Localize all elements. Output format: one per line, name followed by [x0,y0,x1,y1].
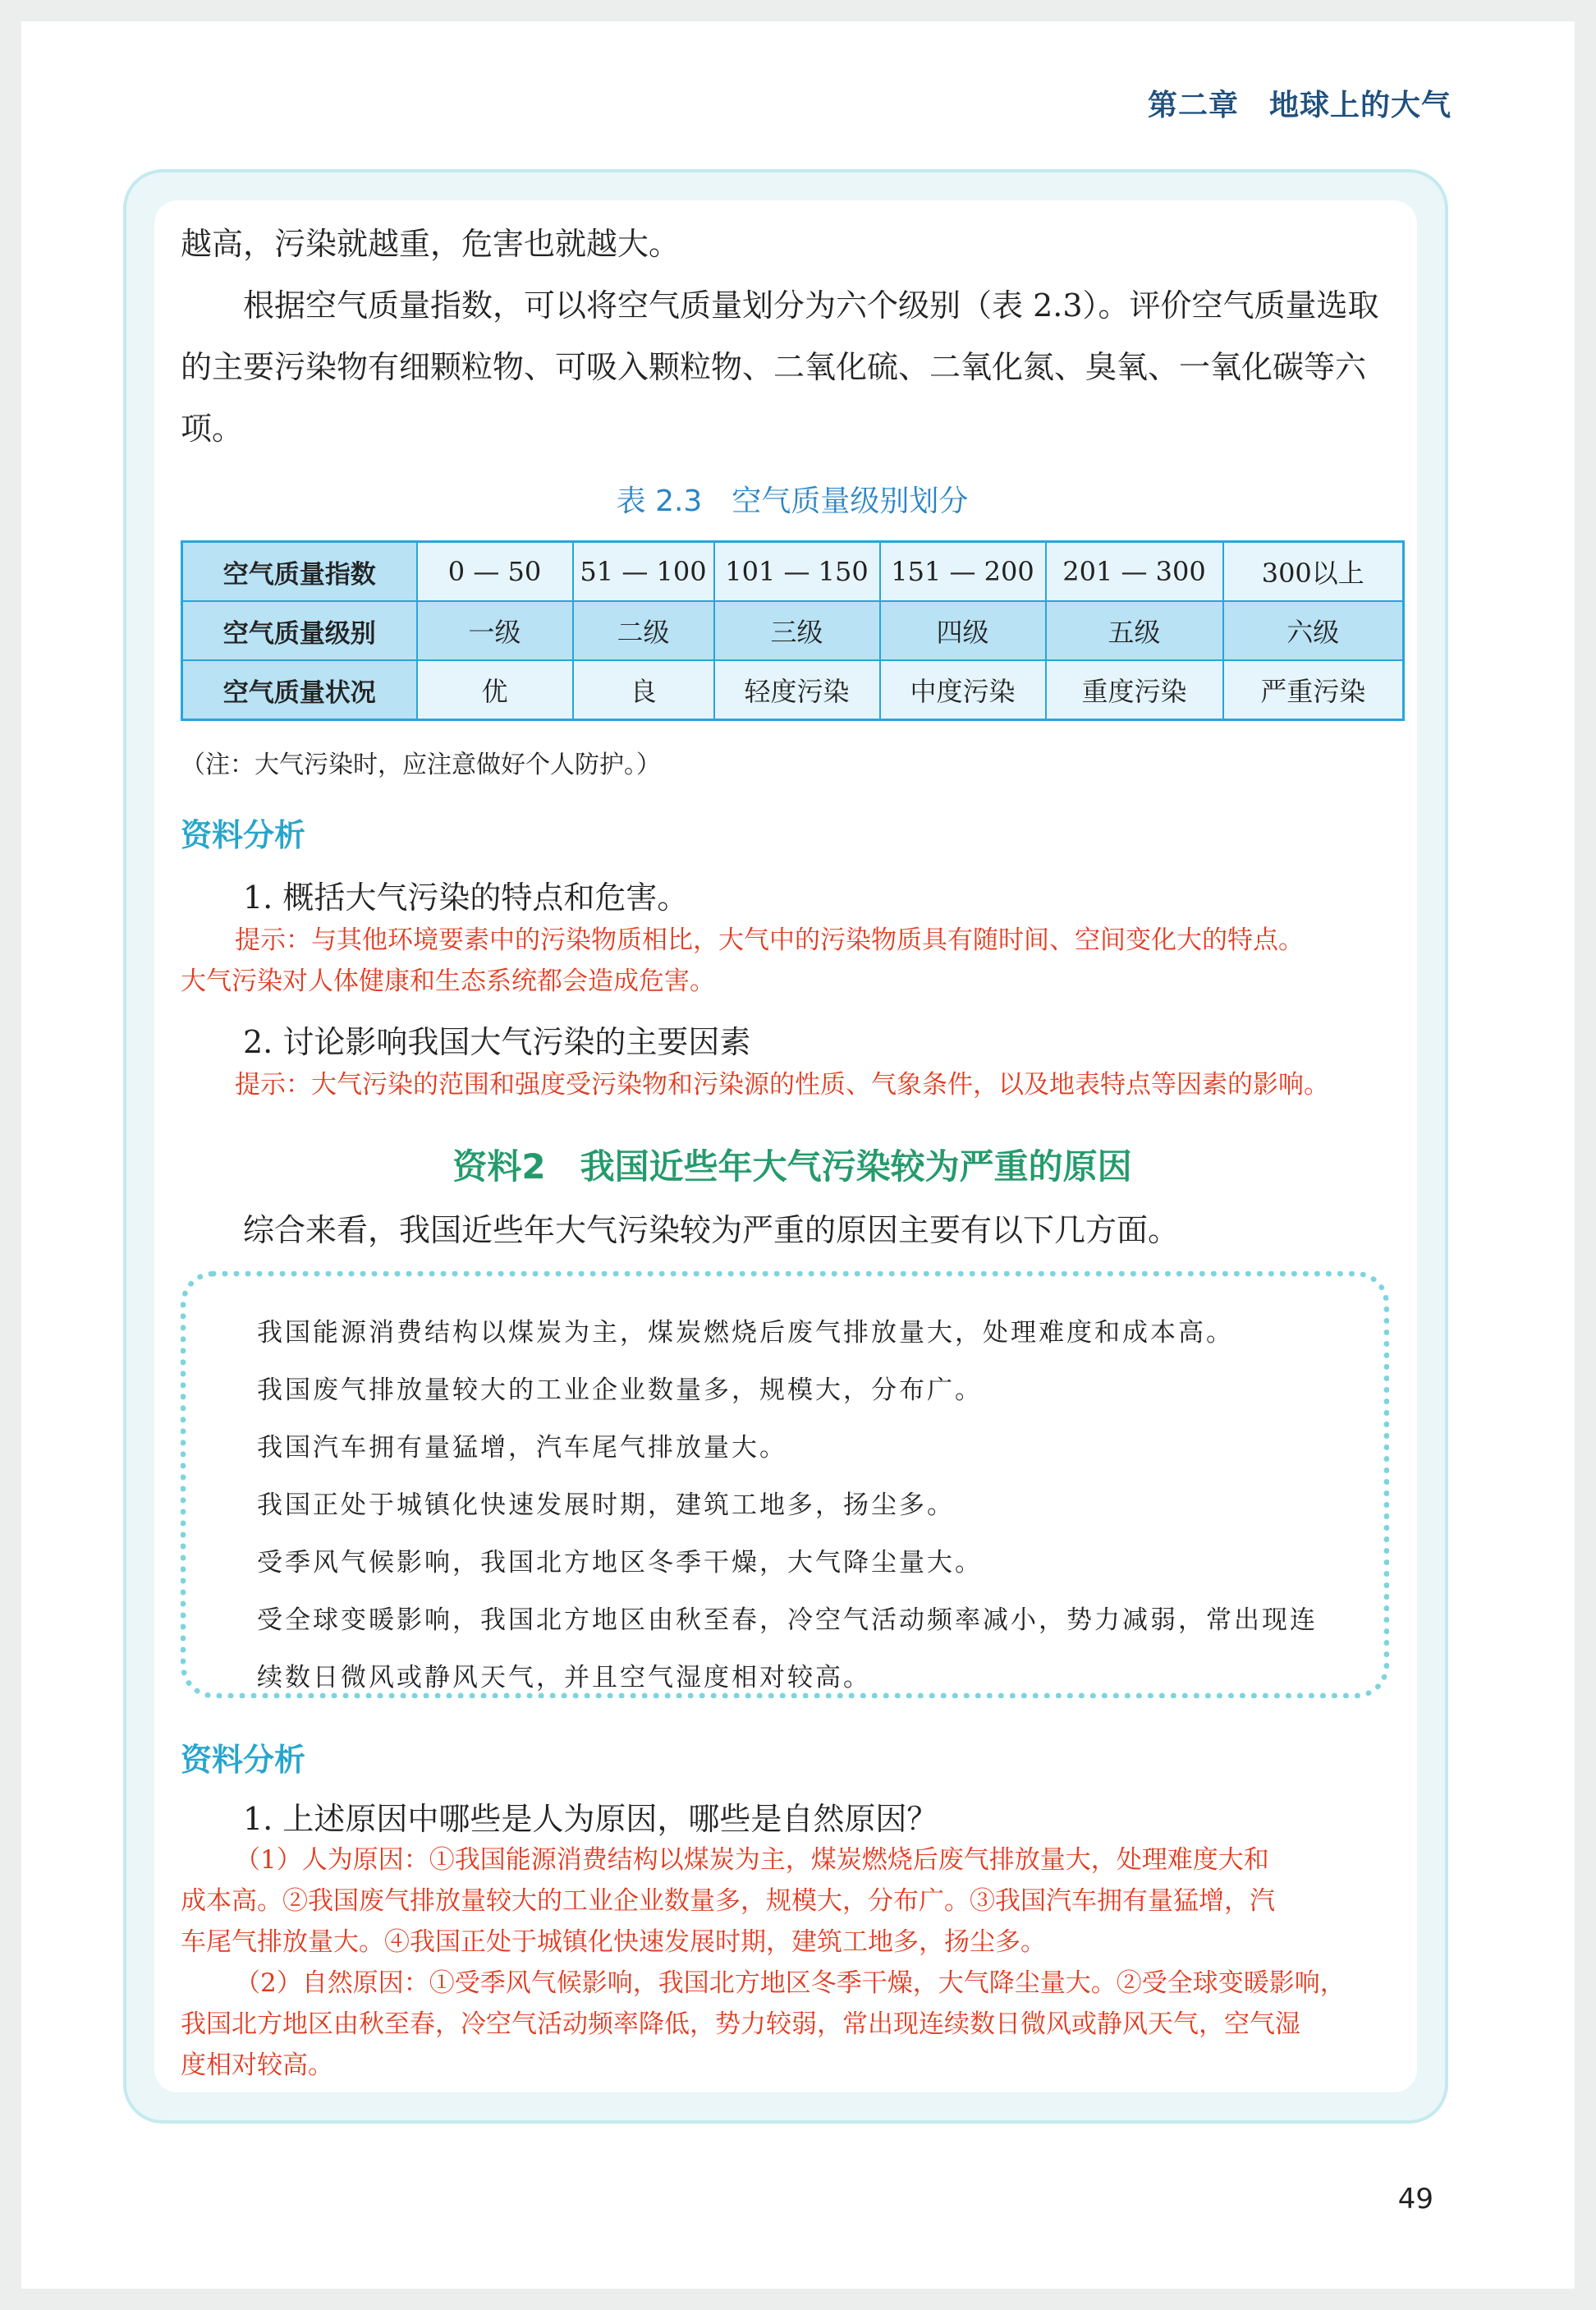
table-row [182,542,1404,602]
row-header-level: 空气质量级别 [182,601,417,660]
answer-line: 成本高。②我国废气排放量较大的工业企业数量多，规模大，分布广。③我国汽车拥有量猛增，汽 [181,1886,1275,1916]
hint-line: 提示：大气污染的范围和强度受污染物和污染源的性质、气象条件，以及地表特点等因素的影响。 [235,1070,1329,1100]
table-cell: 中度污染 [880,660,1046,720]
material-line: 我国汽车拥有量猛增，汽车尾气排放量大。 [257,1433,787,1463]
row-header-status: 空气质量状况 [182,660,417,720]
table-cell: 201 — 300 [1046,542,1223,602]
answer-line: （2）自然原因：①受季风气候影响，我国北方地区冬季干燥，大气降尘量大。②受全球变暖影响， [235,1968,1346,1998]
table-cell: 优 [417,660,573,720]
table-row [182,660,1404,720]
material-line: 我国废气排放量较大的工业企业数量多，规模大，分布广。 [257,1375,983,1405]
table-note: （注：大气污染时，应注意做好个人防护。） [181,751,661,779]
analysis-2-answer [181,1839,1409,2086]
table-cell: 300以上 [1223,542,1404,602]
intro-paragraph: 根据空气质量指数，可以将空气质量划分为六个级别（表 2.3）。评价空气质量选取的主要污染物有细颗粒物、可吸入颗粒物、二氧化硫、二氧化氮、臭氧、一氧化碳等六项。 [181,287,1379,447]
material-line: 我国能源消费结构以煤炭为主，煤炭燃烧后废气排放量大，处理难度和成本高。 [257,1318,1234,1348]
analysis-1-hint-2 [181,1064,1409,1105]
section-heading-analysis-2: 资料分析 [181,1742,306,1778]
page-number: 49 [1397,2183,1433,2216]
material-2-intro: 综合来看，我国近些年大气污染较为严重的原因主要有以下几方面。 [243,1212,1180,1248]
material-line: 续数日微风或静风天气，并且空气湿度相对较高。 [257,1663,871,1692]
table-cell: 五级 [1046,601,1223,660]
material-2-box [181,1271,1389,1698]
table-cell: 51 — 100 [573,542,714,602]
air-quality-table [181,540,1405,721]
table-cell: 严重污染 [1223,660,1404,720]
table-cell: 101 — 150 [714,542,880,602]
analysis-2-question-1: 1. 上述原因中哪些是人为原因，哪些是自然原因？ [243,1801,938,1837]
table-cell: 四级 [880,601,1046,660]
table-row [182,601,1404,660]
analysis-1-hint-1 [181,920,1409,1002]
answer-line: （1）人为原因：①我国能源消费结构以煤炭为主，煤炭燃烧后废气排放量大，处理难度大和 [235,1845,1269,1875]
table-cell: 良 [573,660,714,720]
table-title: 表 2.3 空气质量级别划分 [616,485,969,518]
table-cell: 0 — 50 [417,542,573,602]
section-heading-analysis-1: 资料分析 [181,817,306,853]
material-2-title: 资料2 我国近些年大气污染较为严重的原因 [452,1146,1132,1187]
table-cell: 重度污染 [1046,660,1223,720]
intro-line-1: 越高，污染就越重，危害也就越大。 [181,226,681,262]
table-cell: 151 — 200 [880,542,1046,602]
chapter-header: 第二章 地球上的大气 [1147,89,1452,122]
material-line: 受全球变暖影响，我国北方地区由秋至春，冷空气活动频率减小，势力减弱，常出现连 [257,1605,1318,1635]
analysis-1-question-1: 1. 概括大气污染的特点和危害。 [243,879,689,916]
intro-text [181,214,1404,460]
answer-line: 车尾气排放量大。④我国正处于城镇化快速发展时期，建筑工地多，扬尘多。 [181,1927,1046,1957]
answer-line: 度相对较高。 [181,2051,333,2080]
table-cell: 六级 [1223,601,1404,660]
material-line: 我国正处于城镇化快速发展时期，建筑工地多，扬尘多。 [257,1490,955,1520]
row-header-aqi: 空气质量指数 [182,542,417,602]
answer-line: 我国北方地区由秋至春，冷空气活动频率降低，势力较弱，常出现连续数日微风或静风天气，空气湿 [181,2009,1300,2039]
table-cell: 三级 [714,601,880,660]
table-cell: 轻度污染 [714,660,880,720]
table-cell: 二级 [573,601,714,660]
analysis-1-question-2: 2. 讨论影响我国大气污染的主要因素 [243,1024,751,1060]
table-cell: 一级 [417,601,573,660]
material-line: 受季风气候影响，我国北方地区冬季干燥，大气降尘量大。 [257,1548,983,1578]
hint-line: 大气污染对人体健康和生态系统都会造成危害。 [181,967,715,996]
hint-line: 提示：与其他环境要素中的污染物质相比，大气中的污染物质具有随时间、空间变化大的特点。 [235,925,1304,955]
